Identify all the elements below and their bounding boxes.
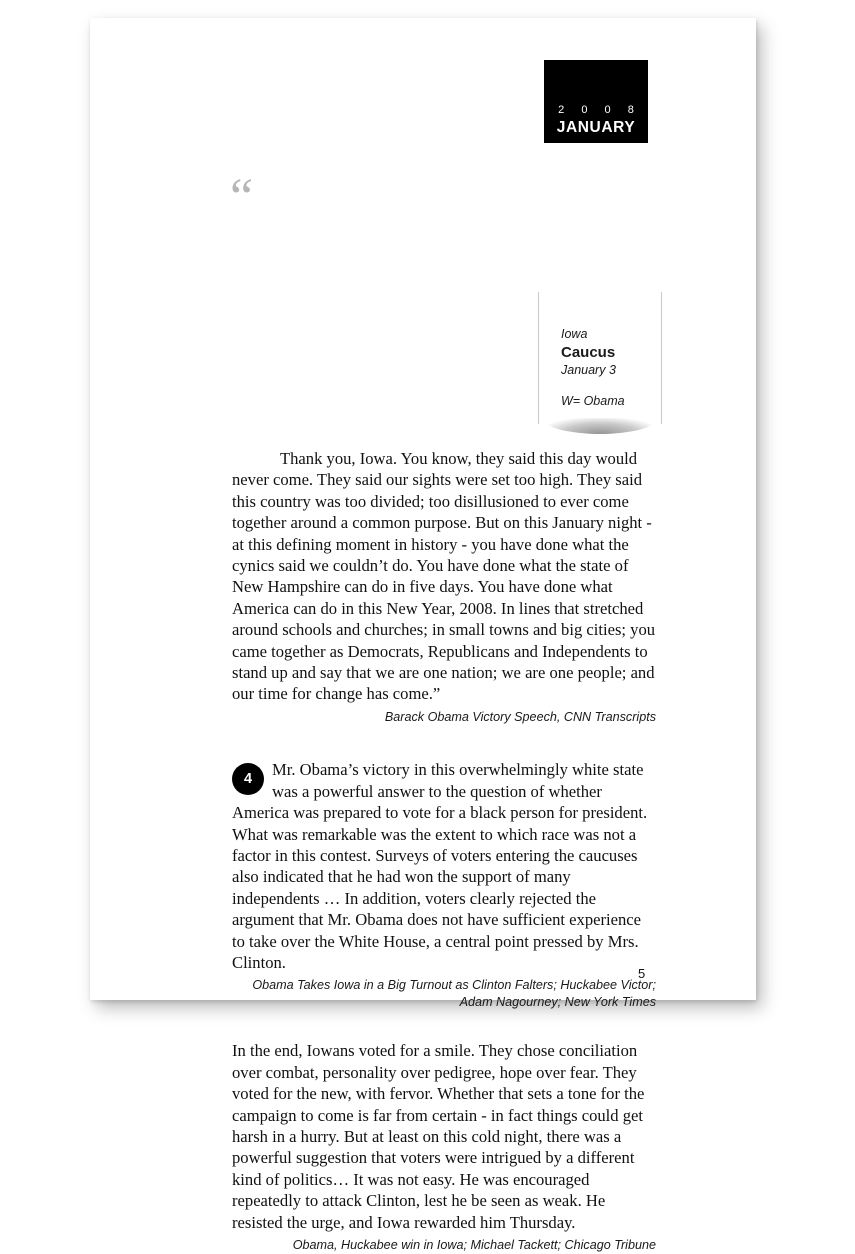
quote-line-1: Thank you, Iowa. You know, they said this day would xyxy=(280,449,638,468)
date-header-block xyxy=(544,60,648,143)
section-2-attribution xyxy=(232,977,656,1010)
page-number: 5 xyxy=(638,966,646,981)
header-year: 2 0 0 8 xyxy=(558,104,641,116)
quote-line-3: said this country was too divided; too disillusioned to ever xyxy=(232,470,643,511)
document-page xyxy=(90,18,756,1253)
contest-winner: W= Obama xyxy=(561,394,625,408)
page-content xyxy=(230,169,656,1254)
quotation-mark-icon: “ xyxy=(230,169,254,226)
section-2-line-3: America was prepared to vote for a black person for xyxy=(232,803,579,823)
contest-date: January 3 xyxy=(561,362,616,377)
quote-paragraph xyxy=(230,169,656,705)
section-2-line-2: was a powerful answer to the question of whether xyxy=(272,781,602,801)
quote-body: come together around a common purpose. But on this January night - at this defining moment in history - you have done what the cynics said we couldn’t do. You have done what the state of New Hampshire can do in five days. You have done what America can do in this New Year, 2008. In lines that stretched around schools and churches; in small towns and big cities; you came together as Democrats, Republicans and Independents to stand up and say that we are one nation; we are one people; and our time for change has come.” xyxy=(232,491,656,704)
header-month: JANUARY xyxy=(556,119,636,136)
section-2-paragraph xyxy=(232,759,656,973)
section-2-line-1: Mr. Obama’s victory in this overwhelmingly white state xyxy=(272,760,644,780)
quote-line-2: never come. They said our sights were set too high. They xyxy=(232,470,612,490)
contest-state: Iowa xyxy=(561,327,588,341)
quote-attribution: Barack Obama Victory Speech, CNN Transcripts xyxy=(384,709,656,724)
section-2-attribution-line-1: Obama Takes Iowa in a Big Turnout as Clinton Falters; Huckabee Victor; xyxy=(252,978,656,993)
section-3-attribution: Obama, Huckabee win in Iowa; Michael Tackett; Chicago Tribune xyxy=(292,1238,656,1253)
section-2-text xyxy=(232,759,656,973)
section-2-body: president. What was remarkable was the extent to which race was not a factor in this contest. Surveys of voters entering the caucuses also indicated that he had won the support of many independents … In addition, voters clearly rejected the argument that Mr. Obama does not have sufficient experience to take over the White House, a central point pressed by Mrs. Clinton. xyxy=(232,803,648,973)
section-number-marker: 4 xyxy=(232,763,264,795)
section-3-text: In the end, Iowans voted for a smile. They chose conciliation over combat, personality over pedigree, hope over fear. They voted for the new, with fervor. Whether that sets a tone for the campaign to come is far from certain - in fact things could get harsh in a hurry. But at least on this cold night, there was a powerful suggestion that voters were intrigued by a different kind of politics… It was not easy. He was encouraged repeatedly to attack Clinton, lest he be seen as weak. He resisted the urge, and Iowa rewarded him Thursday. xyxy=(232,1041,645,1232)
section-2-attribution-line-2: Adam Nagourney; New York Times xyxy=(459,994,656,1009)
contest-type: Caucus xyxy=(561,343,616,361)
